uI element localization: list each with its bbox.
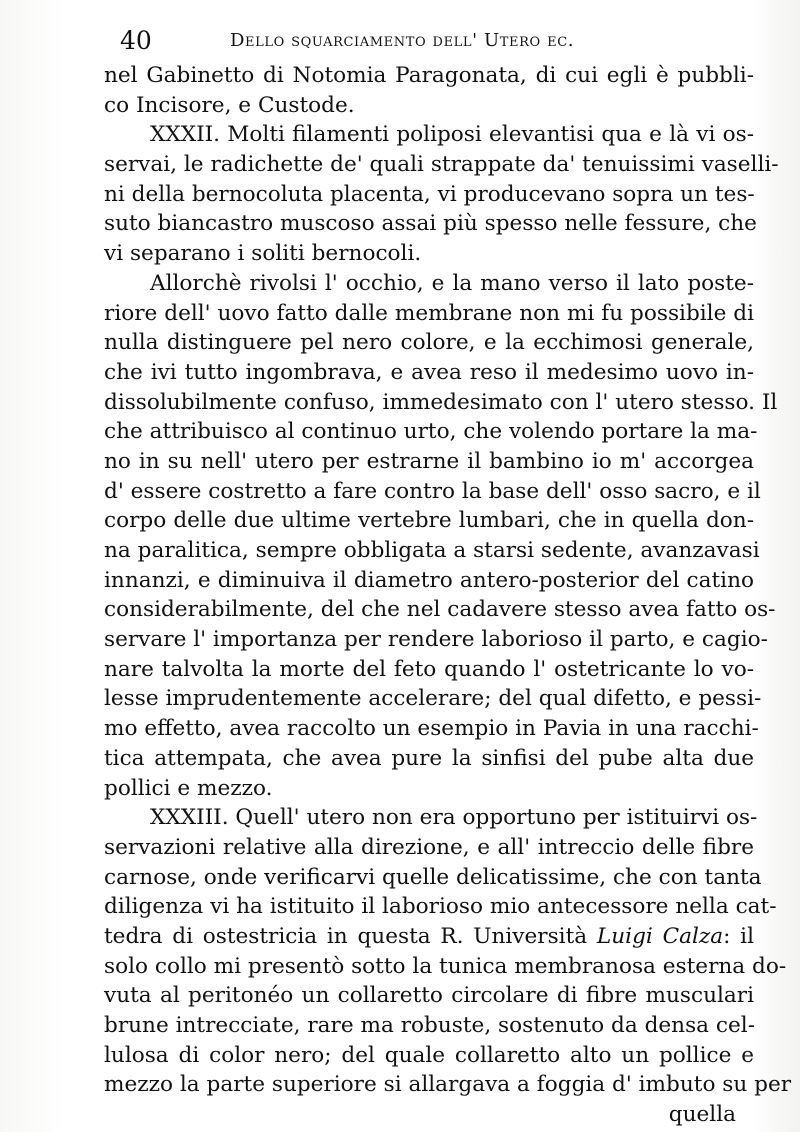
text-line: ni della bernocoluta placenta, vi producevano sopra un tes- [104, 181, 755, 207]
text-line: na paralitica, sempre obbligata a starsi sedente, avanzavasi [104, 538, 760, 563]
text-line: mo effetto, avea raccolto un esempio in Pavia in una racchi- [104, 716, 759, 742]
section-heading-line: XXXII. Molti filamenti poliposi elevantisi qua e là vi os- [150, 122, 754, 148]
text-line: nulla distinguere pel nero colore, e la ecchimosi generale, [104, 330, 754, 356]
text-line: servazioni relative alla direzione, e all' intreccio delle fibre [104, 834, 754, 860]
text-line: d' essere costretto a fare contro la base dell' osso sacro, e il [104, 478, 761, 504]
text-line: servare l' importanza per rendere laborioso il parto, e cagio- [104, 627, 768, 653]
text-fragment-suffix: : il [723, 923, 754, 949]
text-line: lesse imprudentemente accelerare; del qual difetto, e pessi- [104, 686, 762, 712]
text-line: pollici e mezzo. [104, 775, 273, 801]
text-line: co Incisore, e Custode. [104, 92, 355, 118]
running-title: Dello squarciamento dell' Utero ec. [230, 30, 575, 51]
italic-author-name: Luigi Calza [596, 923, 724, 949]
section-heading-line: XXXIII. Quell' utero non era opportuno per istituirvi os- [150, 805, 758, 831]
text-line: diligenza vi ha istituito il laborioso mio antecessore nella cat- [104, 894, 777, 920]
text-line: brune intrecciate, rare ma robuste, sostenuto da densa cel- [104, 1013, 755, 1038]
text-line: lulosa di color nero; del quale collaretto alto un pollice e [104, 1042, 754, 1068]
text-line: nare talvolta la morte del feto quando l' ostetricante lo vo- [104, 656, 754, 682]
catchword: quella [668, 1102, 736, 1128]
body-text [104, 61, 792, 1130]
text-line: suto biancastro muscoso assai più spesso nelle fessure, che [104, 211, 757, 237]
page-number: 40 [120, 26, 152, 55]
text-line: innanzi, e diminuiva il diametro antero-posterior del catino [104, 567, 754, 593]
paragraph-start-line: Allorchè rivolsi l' occhio, e la mano verso il lato poste- [150, 270, 754, 296]
text-fragment: tedra di ostestricia in questa R. Università [104, 923, 588, 949]
text-line: che attribuisco al continuo urto, che volendo portare la ma- [104, 419, 758, 445]
text-line: servai, le radichette de' quali strappate da' tenuissimi vaselli- [104, 152, 779, 178]
text-line: riore dell' uovo fatto dalle membrane non mi fu possibile di [104, 300, 754, 326]
text-line: vi separano i soliti bernocoli. [104, 241, 422, 267]
text-line: tica attempata, che avea pure la sinfisi del pube alta due [104, 745, 754, 771]
text-line: no in su nell' utero per estrarne il bambino io m' accorgea [104, 448, 754, 474]
text-line: solo collo mi presentò sotto la tunica membranosa esterna do- [104, 953, 787, 979]
text-line: carnose, onde verificarvi quelle delicatissime, che con tanta [104, 864, 762, 890]
text-line: nel Gabinetto di Notomia Paragonata, di cui egli è pubbli- [104, 63, 754, 88]
text-line: corpo delle due ultime vertebre lumbari, che in quella don- [104, 508, 754, 534]
text-line: dissolubilmente confuso, immedesimato con l' utero stesso. Il [104, 389, 778, 415]
page-header [108, 22, 748, 58]
text-line: vuta al peritonéo un collaretto circolare di fibre musculari [104, 983, 754, 1009]
text-line: considerabilmente, del che nel cadavere stesso avea fatto os- [104, 597, 776, 623]
text-line: che ivi tutto ingombrava, e avea reso il medesimo uovo in- [104, 359, 754, 385]
text-line: mezzo la parte superiore si allargava a foggia d' imbuto su per [104, 1072, 792, 1098]
text-line-with-italic-name [104, 922, 754, 952]
